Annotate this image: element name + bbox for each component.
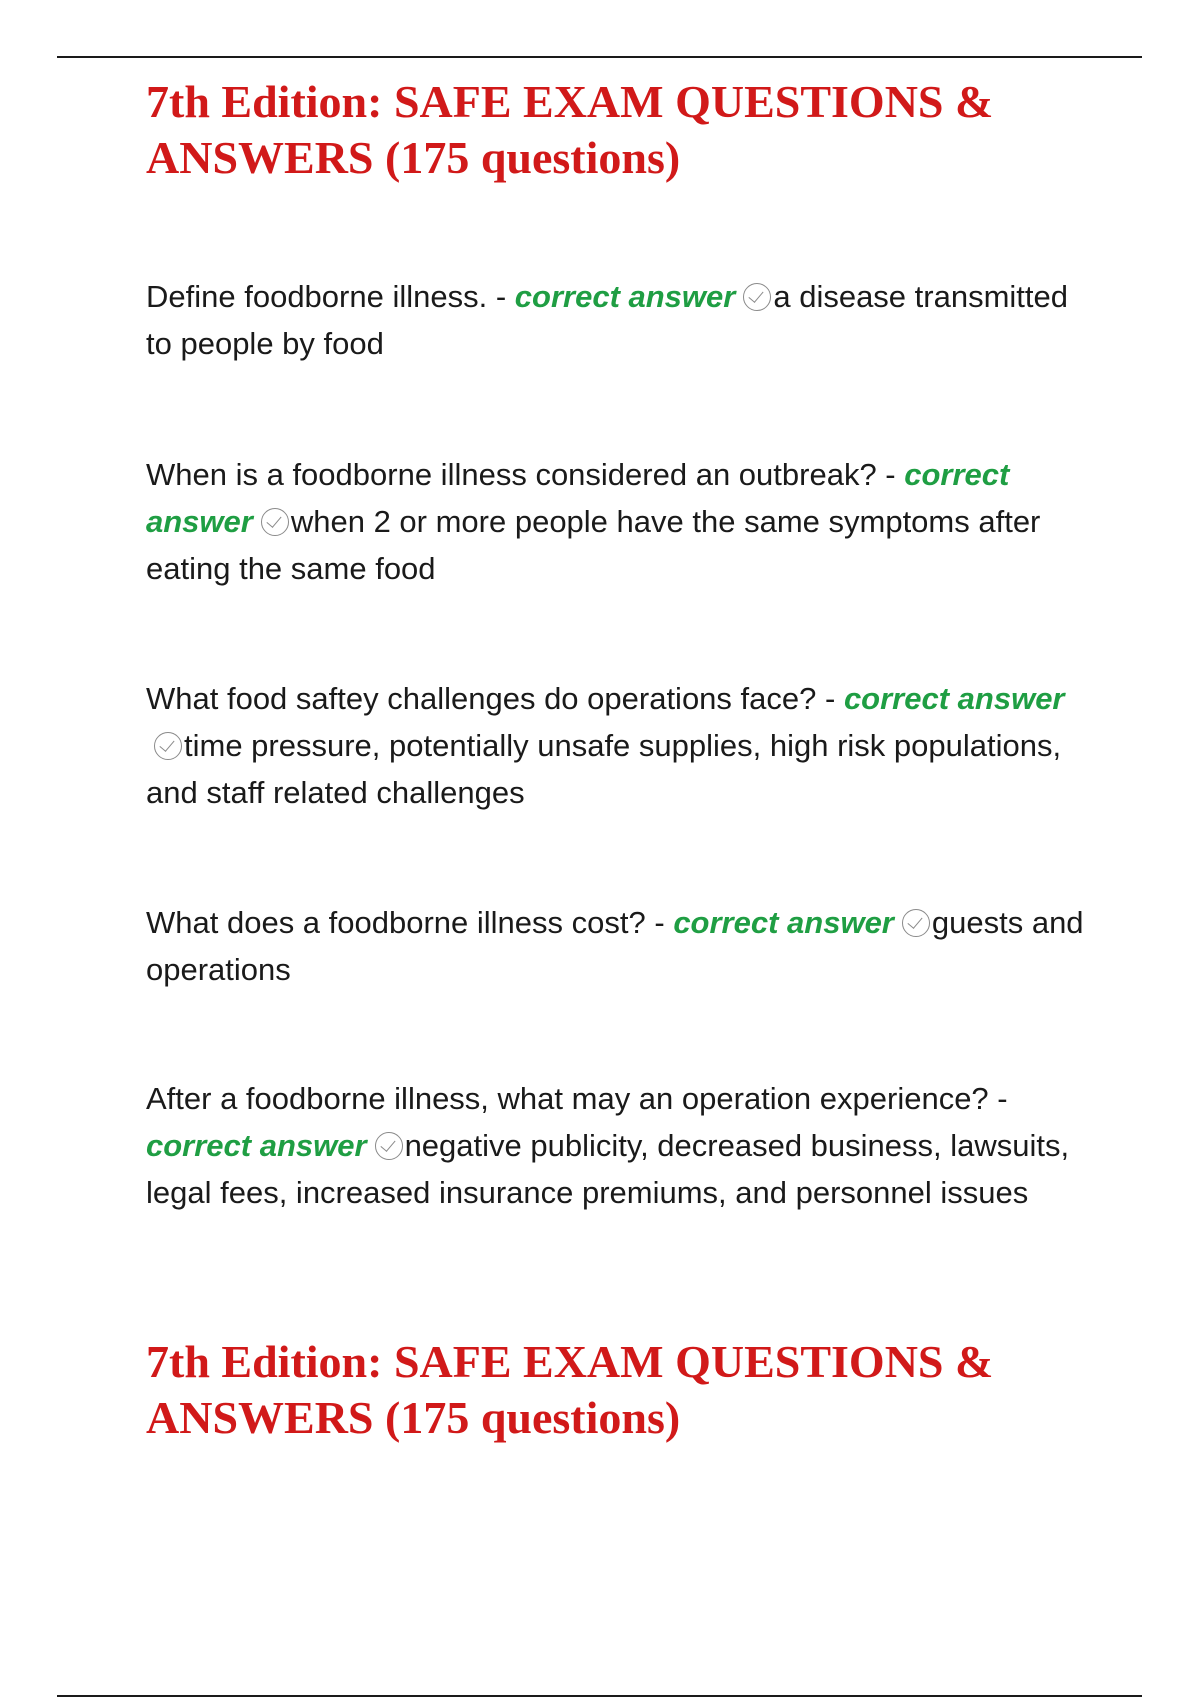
check-circle-icon bbox=[743, 283, 771, 311]
separator: - bbox=[645, 905, 674, 940]
question-text: What food saftey challenges do operations face? bbox=[146, 681, 817, 716]
check-circle-icon bbox=[375, 1132, 403, 1160]
top-divider bbox=[57, 56, 1142, 58]
document-footer-title: 7th Edition: SAFE EXAM QUESTIONS & ANSWERS (175 questions) bbox=[146, 1336, 994, 1443]
answer-label: correct answer bbox=[514, 279, 736, 314]
separator: - bbox=[876, 457, 905, 492]
check-circle-icon bbox=[154, 732, 182, 760]
bottom-divider bbox=[57, 1695, 1142, 1697]
document-title: 7th Edition: SAFE EXAM QUESTIONS & ANSWERS (175 questions) bbox=[146, 76, 994, 183]
qa-item bbox=[146, 899, 1086, 993]
answer-text: time pressure, potentially unsafe supplies, high risk populations, and staff related challenges bbox=[146, 728, 1062, 810]
qa-item bbox=[146, 273, 1086, 367]
qa-item bbox=[146, 675, 1086, 816]
answer-label: correct answer bbox=[843, 681, 1065, 716]
separator: - bbox=[816, 681, 844, 716]
answer-label: correct answer bbox=[146, 457, 1010, 539]
answer-label: correct answer bbox=[673, 905, 894, 940]
separator: - bbox=[988, 1081, 1008, 1116]
question-text: When is a foodborne illness considered an outbreak? bbox=[146, 457, 877, 492]
qa-item bbox=[146, 1075, 1086, 1216]
question-text: What does a foodborne illness cost? bbox=[146, 905, 646, 940]
separator: - bbox=[487, 279, 515, 314]
answer-label: correct answer bbox=[146, 1128, 367, 1163]
answer-text: when 2 or more people have the same symptoms after eating the same food bbox=[146, 504, 1041, 586]
answer-text: guests and operations bbox=[146, 905, 1084, 987]
check-circle-icon bbox=[261, 508, 289, 536]
question-text: Define foodborne illness. bbox=[146, 279, 488, 314]
answer-text: negative publicity, decreased business, lawsuits, legal fees, increased insurance premiums, and personnel issues bbox=[146, 1128, 1070, 1210]
qa-item bbox=[146, 451, 1086, 592]
question-text: After a foodborne illness, what may an operation experience? bbox=[146, 1081, 989, 1116]
answer-text: a disease transmitted to people by food bbox=[146, 279, 1068, 361]
check-circle-icon bbox=[902, 909, 930, 937]
